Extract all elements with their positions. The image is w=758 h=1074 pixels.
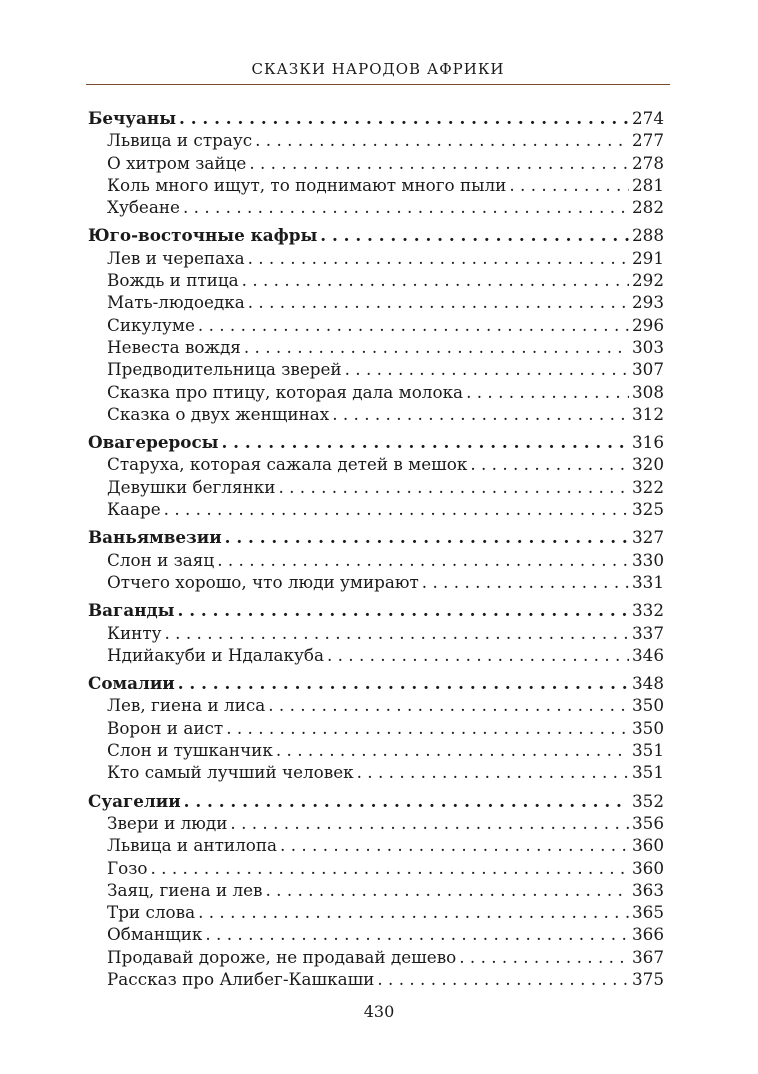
toc-section-group [88, 224, 664, 425]
toc-entry-page: 296 [631, 314, 664, 335]
dot-leader [178, 599, 629, 621]
toc-entry-page: 308 [631, 381, 664, 402]
toc-entry-page: 282 [631, 197, 664, 218]
toc-entry [88, 247, 664, 269]
toc-entry-title: Отчего хорошо, что люди умирают [107, 571, 419, 592]
toc-entry-title: Львица и страус [107, 130, 253, 151]
toc-entry-page: 330 [631, 549, 664, 570]
dot-leader [466, 381, 629, 403]
dot-leader [222, 431, 629, 453]
toc-entry-title: Сказка о двух женщинах [107, 403, 330, 424]
toc-entry-page: 350 [631, 695, 664, 716]
dot-leader [470, 453, 629, 475]
toc-section-group [88, 599, 664, 666]
dot-leader [205, 923, 629, 945]
toc-section-title: Юго-восточные кафры [88, 225, 318, 246]
dot-leader [280, 834, 629, 856]
toc-entry-title: Гозо [107, 857, 148, 878]
toc-entry-title: Ворон и аист [107, 717, 224, 738]
toc-entry-title: О хитром зайце [107, 152, 247, 173]
dot-leader [183, 196, 629, 218]
dot-leader [249, 152, 629, 174]
dot-leader [244, 336, 629, 358]
toc-entry-page: 331 [631, 571, 664, 592]
dot-leader [276, 739, 629, 761]
toc-entry-page: 360 [631, 835, 664, 856]
dot-leader [248, 247, 629, 269]
toc-entry-page: 293 [631, 292, 664, 313]
toc-entry-title: Лев, гиена и лиса [107, 695, 266, 716]
toc-entry [88, 549, 664, 571]
toc-entry-page: 351 [631, 762, 664, 783]
toc-entry [88, 739, 664, 761]
toc-entry-title: Заяц, гиена и лев [107, 879, 263, 900]
toc-section-group [88, 790, 664, 991]
toc-entry-page: 375 [631, 968, 664, 989]
toc-entry [88, 571, 664, 593]
dot-leader [226, 717, 629, 739]
toc-section-title: Ваганды [88, 600, 175, 621]
toc-section [88, 107, 664, 129]
dot-leader [320, 224, 629, 246]
dot-leader [345, 358, 629, 380]
dot-leader [198, 314, 629, 336]
toc-entry-page: 322 [631, 476, 664, 497]
toc-section-group [88, 526, 664, 593]
toc-section-group [88, 672, 664, 783]
dot-leader [255, 129, 629, 151]
toc-entry-page: 337 [631, 622, 664, 643]
toc-section [88, 672, 664, 694]
dot-leader [357, 761, 629, 783]
dot-leader [268, 694, 629, 716]
dot-leader [179, 107, 629, 129]
toc-entry-title: Хубеане [107, 197, 180, 218]
dot-leader [225, 526, 629, 548]
toc-entry-title: Продавай дороже, не продавай дешево [107, 946, 457, 967]
dot-leader [178, 672, 629, 694]
toc-entry-title: Звери и люди [107, 812, 228, 833]
toc-entry-page: 320 [631, 454, 664, 475]
toc-entry-title: Коль много ищут, то поднимают много пыли [107, 174, 507, 195]
toc-entry [88, 923, 664, 945]
toc-section-page: 316 [631, 432, 664, 453]
toc-section [88, 790, 664, 812]
toc-entry [88, 761, 664, 783]
toc-entry-title: Три слова [107, 902, 196, 923]
toc-entry [88, 269, 664, 291]
dot-leader [184, 790, 629, 812]
toc-entry-page: 281 [631, 174, 664, 195]
toc-entry [88, 129, 664, 151]
toc-entry-page: 366 [631, 924, 664, 945]
toc-section [88, 526, 664, 548]
toc-entry-page: 307 [631, 359, 664, 380]
toc-entry [88, 498, 664, 520]
toc-entry [88, 879, 664, 901]
toc-entry [88, 358, 664, 380]
dot-leader [278, 476, 629, 498]
toc-section-title: Суагелии [88, 790, 181, 811]
toc-section-title: Сомалии [88, 673, 175, 694]
dot-leader [230, 812, 629, 834]
toc-entry [88, 812, 664, 834]
toc-entry-page: 303 [631, 336, 664, 357]
toc-entry [88, 291, 664, 313]
toc-section-page: 352 [631, 790, 664, 811]
toc-entry-title: Обманщик [107, 924, 203, 945]
dot-leader [459, 946, 629, 968]
toc-entry-page: 278 [631, 152, 664, 173]
toc-entry-page: 365 [631, 902, 664, 923]
toc-entry [88, 717, 664, 739]
toc-entry-page: 346 [631, 644, 664, 665]
toc-entry-title: Слон и тушканчик [107, 740, 273, 761]
dot-leader [266, 879, 629, 901]
toc-entry-page: 360 [631, 857, 664, 878]
toc-entry [88, 381, 664, 403]
toc-section-page: 332 [631, 600, 664, 621]
header-rule [86, 84, 670, 85]
toc-entry-title: Предводительница зверей [107, 359, 342, 380]
dot-leader [327, 644, 629, 666]
toc-entry [88, 622, 664, 644]
dot-leader [509, 174, 629, 196]
toc-section-title: Ваньямвезии [88, 527, 222, 548]
toc-entry-page: 367 [631, 946, 664, 967]
toc-entry-page: 325 [631, 499, 664, 520]
toc-entry-title: Вождь и птица [107, 270, 239, 291]
toc-section-page: 348 [631, 673, 664, 694]
toc-section-title: Овагереросы [88, 432, 219, 453]
table-of-contents [88, 107, 664, 996]
toc-entry [88, 834, 664, 856]
toc-entry [88, 968, 664, 990]
toc-entry-page: 291 [631, 247, 664, 268]
dot-leader [377, 968, 629, 990]
toc-entry [88, 694, 664, 716]
toc-entry [88, 403, 664, 425]
dot-leader [332, 403, 629, 425]
toc-section [88, 431, 664, 453]
dot-leader [217, 549, 629, 571]
toc-entry [88, 196, 664, 218]
toc-section-title: Бечуаны [88, 108, 177, 128]
dot-leader [165, 622, 629, 644]
toc-section-page: 327 [631, 527, 664, 548]
toc-entry-title: Кааре [107, 499, 161, 520]
toc-entry [88, 314, 664, 336]
toc-entry-title: Мать-людоедка [107, 292, 245, 313]
toc-entry-title: Старуха, которая сажала детей в мешок [107, 454, 468, 475]
toc-entry-title: Львица и антилопа [107, 835, 278, 856]
toc-section-page: 288 [631, 225, 664, 246]
running-header: СКАЗКИ НАРОДОВ АФРИКИ [251, 60, 505, 78]
toc-entry-page: 292 [631, 270, 664, 291]
toc-section-group [88, 107, 664, 218]
toc-entry-page: 277 [631, 130, 664, 151]
toc-section [88, 224, 664, 246]
toc-entry-title: Ндийакуби и Ндалакуба [107, 644, 324, 665]
toc-entry-page: 356 [631, 812, 664, 833]
toc-entry-page: 363 [631, 879, 664, 900]
toc-entry [88, 644, 664, 666]
toc-entry-title: Сикулуме [107, 314, 195, 335]
page-number: 430 [363, 1002, 395, 1021]
dot-leader [198, 901, 629, 923]
toc-entry [88, 946, 664, 968]
toc-entry-title: Кто самый лучший человек [107, 762, 354, 783]
toc-section-page: 274 [631, 108, 664, 128]
dot-leader [164, 498, 629, 520]
toc-section-group [88, 431, 664, 520]
dot-leader [248, 291, 629, 313]
toc-entry-title: Девушки беглянки [107, 476, 276, 497]
toc-entry-title: Сказка про птицу, которая дала молока [107, 381, 464, 402]
dot-leader [422, 571, 629, 593]
toc-entry [88, 476, 664, 498]
dot-leader [150, 857, 628, 879]
toc-entry-page: 350 [631, 717, 664, 738]
toc-entry-title: Слон и заяц [107, 549, 215, 570]
toc-entry [88, 901, 664, 923]
toc-entry-page: 312 [631, 403, 664, 424]
toc-entry-title: Лев и черепаха [107, 247, 245, 268]
toc-entry [88, 857, 664, 879]
toc-entry-title: Кинту [107, 622, 162, 643]
dot-leader [242, 269, 629, 291]
toc-entry [88, 336, 664, 358]
toc-entry [88, 152, 664, 174]
toc-entry [88, 174, 664, 196]
toc-entry-title: Невеста вождя [107, 336, 241, 357]
toc-section [88, 599, 664, 621]
toc-entry-title: Рассказ про Алибег-Кашкаши [107, 968, 375, 989]
toc-entry-page: 351 [631, 740, 664, 761]
toc-entry [88, 453, 664, 475]
